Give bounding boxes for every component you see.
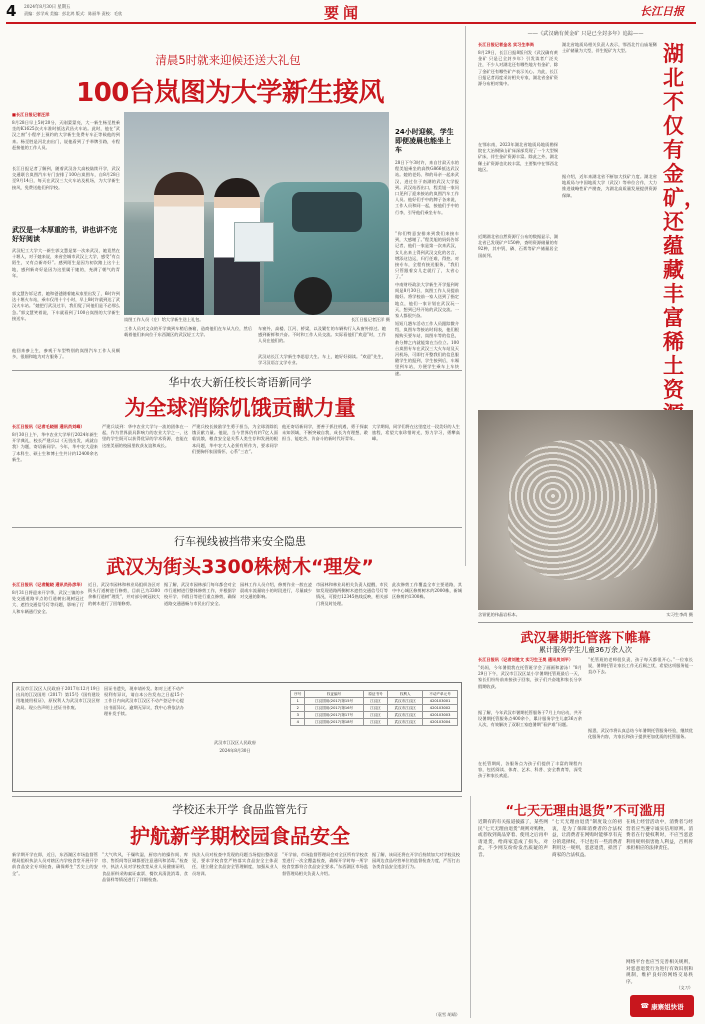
table-cell: 420103004 xyxy=(423,719,458,726)
right-para4: 湖北省地质局相关负责人表示，鄂西北竹山庙垭稀土矿储量为大型，伴生铌矿为大型。 xyxy=(562,42,657,54)
lead-para4: 郭文慧告诉记者，她和爸爸随着她从家里出发了，6时许到达十堰火车站，乘车仅用十个小时，早上8时许就到达了武汉火车站。“她把行武汉过半，我们觉了同他们是不必那么急。”郭文慧笑着说，下车就看到了100台岚图的大学新生接送车。 xyxy=(12,291,120,321)
right-kicker: ——《武汉确有黄金矿 只是已全封多年》追踪—— xyxy=(527,31,644,37)
lead-byline: ■长江日报记者汪洋 xyxy=(12,112,50,117)
school-headline: 护航新学期校园食品安全 xyxy=(130,824,350,848)
mid-headline: 为全球消除饥饿贡献力量 xyxy=(124,396,356,420)
table-row xyxy=(291,698,458,705)
school-credit: （袁雪 胡靖） xyxy=(433,1012,460,1017)
column-para4: 网络平台也应当完善相关规则，对恶意退货行为进行有效识别和规制，维护良好的网络交易秩序。 xyxy=(626,960,693,985)
lead-para9: 28日下午3时许，来自甘肃天水的程美旭乘坐的高铁G866抵达武汉站。她的老妈、和的母亲一起来武汉，进过位于南湖的武汉大学报到。武汉站西出口，程美旭一家问口见到了迎来接站的岚图汽车工作人员。他好们手中的牌子各来说，工作人员和同一起，接他们手中的行李，引导他们乘坐专车。 xyxy=(395,160,459,215)
school-para4: “开学前，市场监督管理局会对全区所有学校食堂进行一次全覆盖检查，确保开学时每一所学校食堂都符合食品安全要求。”东西湖区市场监督管理局相关负责人介绍。 xyxy=(282,852,368,876)
rain-byline: 长江日报讯（记者刘胜文 实习生王昊 通讯员刘平） xyxy=(478,657,574,662)
lead-subhead1: 武汉是一本厚重的书，讲也讲不完好好阅读 xyxy=(12,226,117,243)
page-number: 4 xyxy=(6,2,17,20)
table-header-cell: 原证书号 xyxy=(363,691,388,698)
section-title: 要闻 xyxy=(324,4,363,22)
street-para3: 据了解，武汉市园林部门每年都会对全市行道树进行整体修剪工作，并根据学校开学、节假日等进行重点修剪，确保道路交通通畅与市民出行安全。 xyxy=(164,582,236,606)
rain-subhead: 累计服务学生儿童36万余人次 xyxy=(539,646,632,654)
school-para2: “大气吹风，干燥吹湿，厨房内的操作间、库房、售饭间等区域都要注意通风和消毒。”检查中，执法人员对学校食堂从业人员健康证明、食品原料采购索证索票、餐饮具清洗消毒、食品留样等情况进行了详细检查。 xyxy=(102,852,188,882)
table-cell: 420103001 xyxy=(423,698,458,705)
column-para2: “七天无理由退货”制度设立的初衷，是为了保障消费者的合法权益，让消费者在网购时能够享有充分的选择权，不过也有一些消费者利用这一规则，恶意退货，损害了商家的合法权益。 xyxy=(552,820,622,858)
masthead-rule xyxy=(6,22,696,24)
lead-para5: 他回来参上生，参观于车型特别的岚图汽车工作人员颇多，很细和地为对方服务了。 xyxy=(12,348,120,360)
table-row xyxy=(291,719,458,726)
street-para5: 市园林和林业局相关负责人提醒，市民如发现道路两侧树木遮挡交通信号灯等情况，可拨打12345热线反映，相关部门将及时处理。 xyxy=(316,582,388,606)
rain-para3: 在托管期间，各服务点为孩子们提供了丰富的课程内容，包括阅读、体育、艺术、科普、安全教育等，深受孩子和家长欢迎。 xyxy=(478,761,582,779)
lead-para12: 短短几趟车活动工作人员跟踪微介绍，岚图车等接站时间表，他们根据购买要车站，岚图车等的信息，救分牌之内就能第在当位立。100台岚图专车在武汉三大火车站及天河机场，可即打开整我们的信息服随学生的报到，学生接到后，车厢里到车站，方便学生乘车上车快速。 xyxy=(395,321,459,376)
table-cell: 420103003 xyxy=(423,712,458,719)
column-badge xyxy=(630,995,694,1017)
lead-para10: “你们特意安排来到我们来接车到，大感谢了。”程美旭的妈妈告诉记者，他们一家是第一次来武汉，女儿出来上得到武汉文化的名言，增添这边运，归行任难，得控。对接专车，全程有接送服务，“我们只管跟着女儿走就行了，太省心了。” xyxy=(395,231,459,280)
street-para2: 近日，武汉市园林和林业局组织各区对街头行道树进行修剪，目前已为3300余株行道树“理发”，并对部分树冠较大的树木进行了回缩修剪。 xyxy=(88,582,160,606)
rain-top-rule xyxy=(478,622,693,623)
table-cell: 1 xyxy=(291,698,305,705)
mid-para5: 大学期间，同学们将在这里度过一段美好的人生旅程，希望大家珍惜时光，努力学习，勇攀高峰。 xyxy=(372,424,460,442)
table-row xyxy=(291,712,458,719)
table-row xyxy=(291,705,458,712)
col-divider-1 xyxy=(465,26,466,566)
school-para1: 新学期开学在即，近日，东西湖区市场监督管理局组织执法人员对辖区内学校食堂开展开学前食品安全专项检查，确保师生“舌尖上的安全”。 xyxy=(12,852,98,876)
notice-table-wrap xyxy=(290,690,458,726)
street-headline: 武汉为街头3300株树木“理发” xyxy=(106,556,374,578)
lead-para7: 车窗外，高楼、江河、桥梁，以及繁忙的车辆构行入从窗外掠过。她感到新鲜和兴奋。不时和工作人员交流。实际看他们“欢迎”时，工作人员在他们的。 xyxy=(258,326,386,344)
rain-para4: “托管班的老师很负责，孩子每天都很开心。”一位家长说，暑期托管让家长工作无后顾之忧，希望这项服务能一直办下去。 xyxy=(588,657,693,675)
rain-para5: 据悉，武汉市将认真总结今年暑期托管服务经验，继续优化服务内容，为家长和孩子提供更加优质的托管服务。 xyxy=(588,728,693,740)
table-cell: 2 xyxy=(291,705,305,712)
table-cell: 江汉国用(2017)第15号 xyxy=(305,698,363,705)
lead-photo-credit: 长江日报记者汪洋 摄 xyxy=(350,317,390,322)
rain-para1: “妈妈，今年暑假我在托管班学会了画画和游泳！”8月29日下午，武汉市江汉区某小学暑期托管班最后一天，家长们纷纷前来接孩子回家，孩子们兴奋地和家长分享假期收获。 xyxy=(478,665,582,689)
table-cell: 江汉区 xyxy=(363,719,388,726)
mineral-flecks xyxy=(508,440,658,580)
lead-subhead2: 24小时迎候，学生即便凌晨也能坐上车 xyxy=(395,128,454,154)
notice-signature: 武汉市江汉区人民政府 xyxy=(214,740,256,745)
table-cell: 武汉市江汉区 xyxy=(388,698,423,705)
column-para3: 在线上经营活动中，消费者与经营者应当遵守诚实信用原则。消费者在行使权利时，不应当恶意利用规则损害他人利益，否则将承担相应的法律责任。 xyxy=(626,820,693,852)
table-cell: 江汉国用(2017)第17号 xyxy=(305,712,363,719)
rain-para2: 据了解，今年武汉市暑期托管服务于7月上旬启动，共开设暑期托管服务点400余个，累计服务学生儿童36万余人次，有效解决了双职工家庭暑期“看护难”问题。 xyxy=(478,710,582,728)
right-para1: 8月29日，长江日报8版刊发《武汉确有黄金矿 只是已全封多年》引发读者广泛关注，不少人对湖北还有哪些地方有金矿、除了金矿还有哪些矿产表示关心。为此，长江日报记者再度采访相关专家，湖北省金矿资源分布相对集中。 xyxy=(478,50,558,87)
notice-table xyxy=(290,690,458,726)
mid-para1: 8月30日上午，华中农业大学举行2024年新生开学典礼，校长严建兵以《无畏出发，成就自我》为题，寄语新同学。今年，华中农大迎来了本科生、硕士生和博士生共计约12400余名新生。 xyxy=(12,432,98,462)
mid-byline: 长江日报讯（记者毛晓丽 通讯员刘峰） xyxy=(12,424,85,429)
lead-kicker: 清晨5时就来迎候还送大礼包 xyxy=(155,53,301,67)
lead-photo-caption: 岚图工作人员（左）给大学新生送上礼包。 xyxy=(124,317,204,322)
column-badge-label: 康寨姐快语 xyxy=(651,1002,684,1011)
street-top-rule xyxy=(12,527,462,528)
table-cell: 3 xyxy=(291,712,305,719)
table-cell: 江汉区 xyxy=(363,705,388,712)
mid-kicker: 华中农大新任校长寄语新同学 xyxy=(168,376,312,389)
notice-body: 因证书遗失，现申请补发。如对上述不动产权利有异议，请自本公告发布之日起15个工作日内向武汉市江汉区不动产登记中心提出书面异议。逾期无异议，我中心将依法办理补发手续。 xyxy=(104,686,184,716)
rain-headline: 武汉暑期托管落下帷幕 xyxy=(520,631,651,646)
table-cell: 武汉市江汉区 xyxy=(388,712,423,719)
right-para5b xyxy=(478,316,693,406)
column-headline: “七天无理由退货”不可滥用 xyxy=(505,804,666,819)
editor-line: 责编：彭学成 美编：彭北鸿 版式：陈丽华 责校：毛欣 xyxy=(24,11,123,16)
right-para3: 近期湖北省自然资源厅公布的数据显示，湖北省已发现矿产150种，查明资源储量的有92种，其中钒、磷、石膏等矿产储量居全国前列。 xyxy=(478,234,558,258)
table-cell: 江汉区 xyxy=(363,712,388,719)
mid-top-rule xyxy=(12,370,462,371)
lead-para1: 8月28日早上5时20分，天刚蒙蒙亮，大一新生杨至胜乘坐的K1625次火车准时抵达武昌火车站。此时，他在“武汉之窗”小程序上预约的大学新生免费专车正等候他的到来。杨至胜是河北由出门，说他看到了手举牌引路，专程赶接他的工作人员。 xyxy=(12,120,120,150)
table-header-cell: 不动产单元号 xyxy=(423,691,458,698)
table-cell: 武汉市江汉区 xyxy=(388,719,423,726)
lead-para6: 工作人员对文众的开学典到车稍后备箱，造商他们在车从九位，然后载着他们来向位于东西湖区的武汉轻工大学。 xyxy=(124,326,252,338)
notice-date: 2024年8月30日 xyxy=(219,748,251,753)
lead-para3: 武汉纪工大学大一新生郭文慧是第一次来武汉，她竟然在十堰人，对于她来说，来省会城市武汉上大学，感受“有点陌生，又有点新奇好”。感到陌生是因为初次踏上这个土地，感到新奇好是因为这里属于她的，充满了朝气的青年。 xyxy=(12,248,120,278)
mid-para4: 他还寄语新同学，要善于抓住机遇，勇于探索未知领域，不断突破自我，成长为有理想、敢担当、能吃苦、肯奋斗的新时代好青年。 xyxy=(282,424,368,442)
right-byline: 长江日报记者金名 实习生李尚 xyxy=(478,42,534,47)
table-header-cell: 权利人 xyxy=(388,691,423,698)
column-credit: （文刀） xyxy=(676,985,693,990)
lead-para8b xyxy=(395,112,459,126)
street-kicker: 行车视线被挡带来安全隐患 xyxy=(174,535,306,548)
street-byline: 长江日报讯（记者鲍晓 通讯员孙彦华） xyxy=(12,582,85,587)
mid-para2: 严建兵谈到：华中农业大学与一流的团体在一起，作为世界最具影响力的农业大学之一，这里的学生既可以获得优异的学术资源，也能在这座美丽的校园里收获友谊和成长。 xyxy=(102,424,188,448)
gift-bag xyxy=(234,222,274,262)
table-cell: 4 xyxy=(291,719,305,726)
lead-headline: 100台岚图为大学新生接风 xyxy=(76,78,384,108)
school-para3: 执法人员对检查中发现的问题当场提出整改意见，要求学校食堂严格落实食品安全主体责任，建立健全食品安全管理制度，加强从业人员培训。 xyxy=(192,852,278,876)
school-top-rule xyxy=(12,796,462,797)
speaker-icon: ☎ xyxy=(640,1002,650,1010)
street-para1: 8月31日将迎来开学季，武汉三镇的多处交通道路节点的行道树出现树冠过大、遮挡交通信号灯等问题，影响了行人和车辆通行安全。 xyxy=(12,590,84,614)
lead-photo xyxy=(124,112,389,315)
right-photo-rock xyxy=(478,410,693,610)
mid-para3: 严建兵校长鼓励学生勇于担当，为全球消除饥饿贡献力量。他说，当今世界仍有约7亿人面临饥饿，粮食安全是关系人类生存和发展的根本问题，华中农大人必须有所作为，要求同学们要胸怀家国情怀，心系“三农”。 xyxy=(192,424,278,454)
lead-para2: 长江日报记者了解到，随着武汉各大高校陆续开学，武汉交通联合岚图汽车专门安排了100台岚图车，自8月28日至9月14日，每天在武汉三大火车站及机场，为大学新生接风，免费送他们到学校。 xyxy=(12,166,120,190)
table-cell: 江汉国用(2017)第18号 xyxy=(305,719,363,726)
col-divider-2 xyxy=(470,796,471,1018)
column-para1: 近期有的有关报道披露了，某些网民“七天无理由退货”规则对购物，或者收到商品穿着、使用之后再申请退货，给商家造成了损失。对此，不少网友纷纷发出质疑的声音。 xyxy=(478,820,548,858)
table-header-cell: 权证编号 xyxy=(305,691,363,698)
right-para2: 在鄂东南，2023年湖北省地质局地质勘探院在大冶铜绿山矿床深部发现了一个大型铜矿床，伴生金矿资源丰富。除此之外，湖北稀土矿资源也比较丰富，主要集中在鄂西北地区。 xyxy=(478,142,558,172)
lead-para11: 中南财经政法大学新生开学报到时间是8月30日，岚图工作人员提前做好。将学校前一家人送到了指定地点，他们一家计划在武汉玩一天，想到已经开始的武汉交流。一家人都很兴奋。 xyxy=(395,282,459,319)
date-line: 2024年8月30日 星期五 xyxy=(24,5,71,10)
right-photo-caption: 含钽铌的伟晶岩标本。 xyxy=(478,612,520,617)
notice-intro: 武汉市江汉区人民政府于2017年12月19日出具的江汉国用（2017）第15号《国有建设用地使用权证》，原权利人为武汉市江汉区财政局。现公告声明上述证书作废。 xyxy=(16,686,100,710)
table-cell: 420103002 xyxy=(423,705,458,712)
school-para5: 据了解，该局还将在开学后持续加大对学校及校园周边食品经营单位的监督检查力度，严厉打击各类食品安全违法行为。 xyxy=(372,852,460,870)
table-cell: 江汉区 xyxy=(363,698,388,705)
person-left xyxy=(154,172,204,315)
newspaper-logo: 长江日报 xyxy=(640,5,684,18)
car-window xyxy=(292,192,362,232)
car-wheel xyxy=(294,277,332,315)
right-para5: 据介绍，近年来湖北省不断加大找矿力度。湖北省地质局与中国地质大学（武汉）等单位合作，大力推进战略性矿产勘查，为湖北高质量发展提供资源保障。 xyxy=(562,174,657,198)
street-para4: 园林工作人员介绍，修剪作业一般在凌晨或车流量较小的时段进行，尽量减少对交通的影响。 xyxy=(240,582,312,600)
table-header-cell: 序号 xyxy=(291,691,305,698)
right-headline: 湖北不仅有金矿，还蕴藏丰富稀土资 xyxy=(663,42,705,402)
right-photo-credit: 实习生李尚 摄 xyxy=(666,612,693,617)
lead-para8: 武汉站长江大学新生李思思大生。车上，她好好阅读。“欢迎”先生，学习汉语言文学专业。 xyxy=(258,354,386,366)
table-cell: 武汉市江汉区 xyxy=(388,705,423,712)
school-kicker: 学校还未开学 食品监管先行 xyxy=(172,803,308,816)
street-para6: 此次修剪工作覆盖全市主要道路，其中中心城区修剪树木约2000株，新城区修剪约1300株。 xyxy=(392,582,462,600)
notice-table-header xyxy=(291,691,458,698)
table-cell: 江汉国用(2017)第16号 xyxy=(305,705,363,712)
